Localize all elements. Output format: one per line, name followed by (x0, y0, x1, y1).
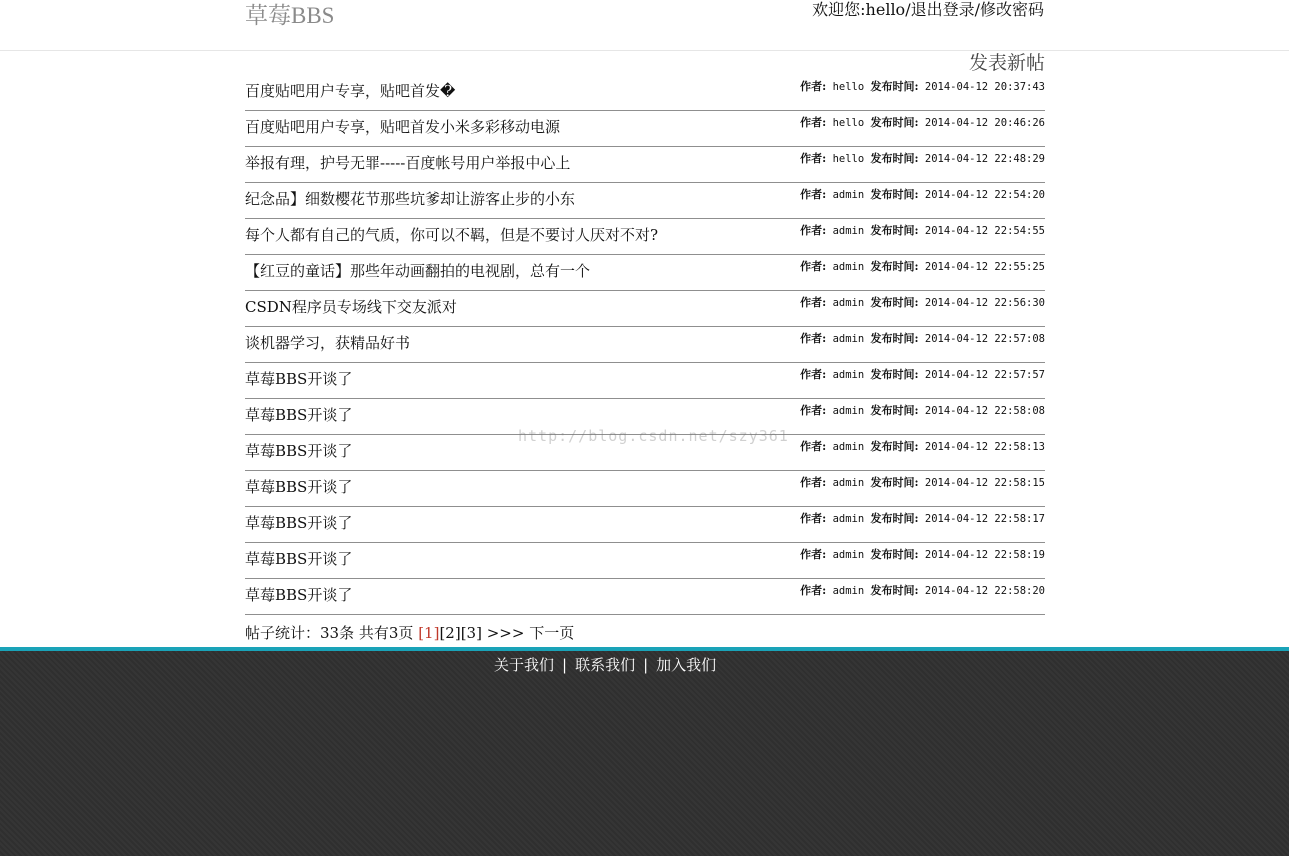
post-time: 2014-04-12 22:58:20 (924, 585, 1045, 597)
topic-meta (800, 548, 1045, 562)
author-name: admin (832, 477, 865, 489)
footer-separator: | (643, 656, 649, 674)
topic-row (245, 291, 1045, 327)
time-label: 发布时间: (870, 476, 919, 489)
topic-meta (800, 296, 1045, 310)
user-bar (812, 0, 1044, 20)
post-time: 2014-04-12 22:56:30 (924, 297, 1045, 309)
page-links (418, 624, 482, 642)
author-name: hello (832, 153, 865, 165)
topic-meta (800, 476, 1045, 490)
footer-separator: | (562, 656, 568, 674)
separator: / (974, 0, 980, 19)
author-name: admin (832, 405, 865, 417)
post-time: 2014-04-12 22:58:17 (924, 513, 1045, 525)
author-label: 作者: (800, 152, 827, 165)
post-time: 2014-04-12 20:46:26 (924, 117, 1045, 129)
time-label: 发布时间: (870, 188, 919, 201)
main-content (245, 51, 1045, 643)
topic-title-link[interactable]: 百度贴吧用户专享，贴吧首发小米多彩移动电源 (245, 118, 561, 136)
author-name: admin (832, 225, 865, 237)
post-time: 2014-04-12 22:48:29 (924, 153, 1045, 165)
author-name: hello (832, 117, 865, 129)
time-label: 发布时间: (870, 404, 919, 417)
topic-title-link[interactable]: 草莓BBS开谈了 (245, 586, 353, 604)
author-name: hello (832, 81, 865, 93)
author-label: 作者: (800, 512, 827, 525)
topic-row (245, 471, 1045, 507)
topic-meta (800, 116, 1045, 130)
username: hello (865, 0, 906, 19)
topic-row (245, 147, 1045, 183)
topic-title-link[interactable]: 草莓BBS开谈了 (245, 370, 353, 388)
author-label: 作者: (800, 80, 827, 93)
author-name: admin (832, 585, 865, 597)
page-link[interactable]: [3] (460, 624, 482, 642)
topic-meta (800, 152, 1045, 166)
topic-title-link[interactable]: CSDN程序员专场线下交友派对 (245, 298, 457, 316)
post-time: 2014-04-12 20:37:43 (924, 81, 1045, 93)
author-label: 作者: (800, 116, 827, 129)
time-label: 发布时间: (870, 152, 919, 165)
post-stats: 帖子统计：33条 共有3页 (245, 624, 414, 642)
post-time: 2014-04-12 22:58:13 (924, 441, 1045, 453)
topic-row (245, 363, 1045, 399)
topic-row (245, 255, 1045, 291)
author-name: admin (832, 549, 865, 561)
new-post-link[interactable]: 发表新帖 (968, 52, 1045, 74)
time-label: 发布时间: (870, 260, 919, 273)
author-label: 作者: (800, 476, 827, 489)
topic-row (245, 399, 1045, 435)
time-label: 发布时间: (870, 512, 919, 525)
post-time: 2014-04-12 22:58:15 (924, 477, 1045, 489)
contact-us-link[interactable]: 联系我们 (575, 656, 636, 674)
topic-meta (800, 188, 1045, 202)
topic-row (245, 75, 1045, 111)
author-name: admin (832, 441, 865, 453)
topic-meta (800, 80, 1045, 94)
site-logo[interactable]: 草莓BBS (245, 3, 335, 28)
topic-row (245, 111, 1045, 147)
next-page-link[interactable]: 下一页 (529, 624, 575, 642)
topic-title-link[interactable]: 百度贴吧用户专享，贴吧首发� (245, 82, 456, 100)
topic-row (245, 183, 1045, 219)
time-label: 发布时间: (870, 332, 919, 345)
more-pages-link[interactable]: >>> (486, 624, 525, 642)
post-time: 2014-04-12 22:54:55 (924, 225, 1045, 237)
topic-meta (800, 404, 1045, 418)
topic-meta (800, 584, 1045, 598)
topic-meta (800, 440, 1045, 454)
pager (245, 623, 1045, 643)
topic-title-link[interactable]: 举报有理，护号无罪-----百度帐号用户举报中心上 (245, 154, 571, 172)
author-label: 作者: (800, 224, 827, 237)
page-link[interactable]: [1] (418, 624, 440, 642)
time-label: 发布时间: (870, 368, 919, 381)
separator: / (905, 0, 911, 19)
author-label: 作者: (800, 548, 827, 561)
topic-list (245, 75, 1045, 615)
author-label: 作者: (800, 404, 827, 417)
page-link[interactable]: [2] (439, 624, 461, 642)
author-label: 作者: (800, 440, 827, 453)
topic-title-link[interactable]: 草莓BBS开谈了 (245, 442, 353, 460)
post-time: 2014-04-12 22:58:19 (924, 549, 1045, 561)
post-time: 2014-04-12 22:57:57 (924, 369, 1045, 381)
topic-row (245, 507, 1045, 543)
welcome-prefix: 欢迎您: (812, 0, 866, 19)
topic-title-link[interactable]: 草莓BBS开谈了 (245, 478, 353, 496)
post-time: 2014-04-12 22:54:20 (924, 189, 1045, 201)
topic-title-link[interactable]: 【红豆的童话】那些年动画翻拍的电视剧，总有一个 (245, 262, 591, 280)
author-label: 作者: (800, 332, 827, 345)
author-name: admin (832, 513, 865, 525)
topic-meta (800, 332, 1045, 346)
author-name: admin (832, 369, 865, 381)
author-label: 作者: (800, 368, 827, 381)
topic-meta (800, 224, 1045, 238)
topic-meta (800, 512, 1045, 526)
topic-row (245, 219, 1045, 255)
topic-title-link[interactable]: 草莓BBS开谈了 (245, 514, 353, 532)
join-us-link[interactable]: 加入我们 (656, 656, 717, 674)
time-label: 发布时间: (870, 116, 919, 129)
author-label: 作者: (800, 188, 827, 201)
author-name: admin (832, 297, 865, 309)
author-label: 作者: (800, 296, 827, 309)
topic-title-link[interactable]: 谈机器学习，获精品好书 (245, 334, 411, 352)
topic-title-link[interactable]: 草莓BBS开谈了 (245, 550, 353, 568)
author-label: 作者: (800, 260, 827, 273)
topic-title-link[interactable]: 草莓BBS开谈了 (245, 406, 353, 424)
author-name: admin (832, 261, 865, 273)
watermark: http://blog.csdn.net/szy361 (518, 427, 789, 445)
footer-links (494, 655, 716, 675)
time-label: 发布时间: (870, 224, 919, 237)
time-label: 发布时间: (870, 440, 919, 453)
topic-title-link[interactable]: 纪念品】细数樱花节那些坑爹却让游客止步的小东 (245, 190, 576, 208)
time-label: 发布时间: (870, 548, 919, 561)
logout-link[interactable]: 退出登录 (910, 0, 975, 19)
topic-row (245, 579, 1045, 615)
topic-title-link[interactable]: 每个人都有自己的气质，你可以不羁，但是不要讨人厌对不对? (245, 226, 659, 244)
author-name: admin (832, 333, 865, 345)
time-label: 发布时间: (870, 80, 919, 93)
change-password-link[interactable]: 修改密码 (979, 0, 1044, 19)
topic-meta (800, 368, 1045, 382)
site-header (0, 0, 1289, 51)
about-us-link[interactable]: 关于我们 (494, 656, 555, 674)
time-label: 发布时间: (870, 584, 919, 597)
topic-row (245, 327, 1045, 363)
new-post-bar (245, 51, 1045, 75)
topic-row (245, 543, 1045, 579)
post-time: 2014-04-12 22:55:25 (924, 261, 1045, 273)
post-time: 2014-04-12 22:57:08 (924, 333, 1045, 345)
site-footer (0, 647, 1289, 856)
author-name: admin (832, 189, 865, 201)
time-label: 发布时间: (870, 296, 919, 309)
author-label: 作者: (800, 584, 827, 597)
topic-meta (800, 260, 1045, 274)
post-time: 2014-04-12 22:58:08 (924, 405, 1045, 417)
topic-row (245, 435, 1045, 471)
